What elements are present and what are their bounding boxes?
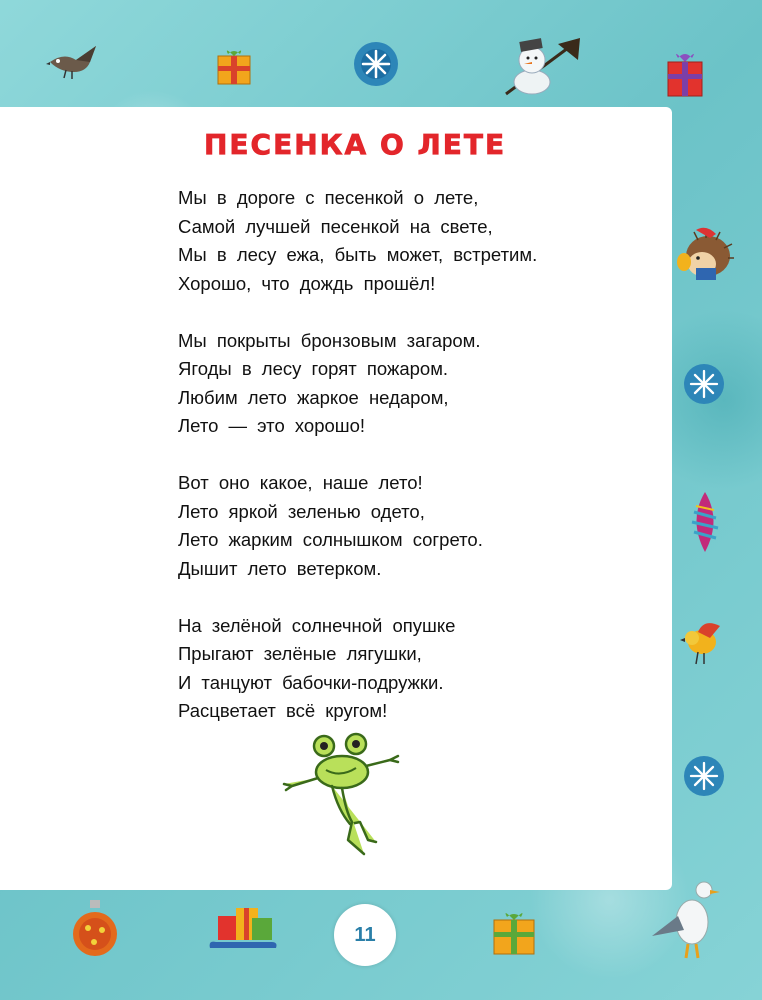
stanza — [178, 327, 648, 441]
poem-line: Лето — это хорошо! — [178, 415, 366, 436]
stanza — [178, 184, 648, 298]
poem-title: ПЕСЕНКА О ЛЕТЕ — [204, 128, 507, 161]
poem-line: Мы в дороге с песенкой о лете, — [178, 187, 479, 208]
gift-icon — [490, 906, 538, 956]
poem-line: Дышит лето ветерком. — [178, 557, 382, 579]
snowflake-ornament-icon — [352, 40, 400, 88]
poem-line: Самой лучшей песенкой на свете, — [178, 215, 493, 237]
frog-icon — [280, 730, 410, 860]
poem-line: Мы покрыты бронзовым загаром. — [178, 329, 481, 351]
bird-icon — [46, 42, 102, 86]
sled-icon — [206, 896, 280, 956]
ornament-icon — [688, 490, 722, 554]
poem-line: Вот оно какое, наше лето! — [178, 472, 423, 493]
snowman-icon — [498, 34, 584, 96]
bird-icon — [680, 616, 726, 668]
poem-line: На зелёной солнечной опушке — [178, 614, 456, 636]
hedgehog-icon — [672, 226, 734, 284]
snowflake-ornament-icon — [682, 362, 726, 406]
poem-line: Хорошо, что дождь прошёл! — [178, 272, 436, 294]
poem-line: Лето яркой зеленью одето, — [178, 500, 425, 522]
poem-line: Любим лето жаркое недаром, — [178, 386, 449, 408]
poem-line: Ягоды в лесу горят пожаром. — [178, 358, 449, 379]
poem-body — [178, 184, 648, 754]
poem-line: Мы в лесу ежа, быть может, встретим. — [178, 244, 538, 265]
gift-icon — [664, 46, 706, 98]
ornament-ball-icon — [70, 900, 120, 960]
poem-line: Лето жарким солнышком согрето. — [178, 529, 483, 550]
poem-line: Прыгают зелёные лягушки, — [178, 643, 422, 664]
snowflake-ornament-icon — [682, 754, 726, 798]
page-number: 11 — [334, 904, 396, 966]
poem-line: И танцуют бабочки-подружки. — [178, 671, 444, 693]
stanza — [178, 469, 648, 583]
gift-icon — [214, 44, 254, 86]
stanza — [178, 612, 648, 726]
poem-line: Расцветает всё кругом! — [178, 700, 388, 721]
seagull-icon — [648, 876, 720, 960]
